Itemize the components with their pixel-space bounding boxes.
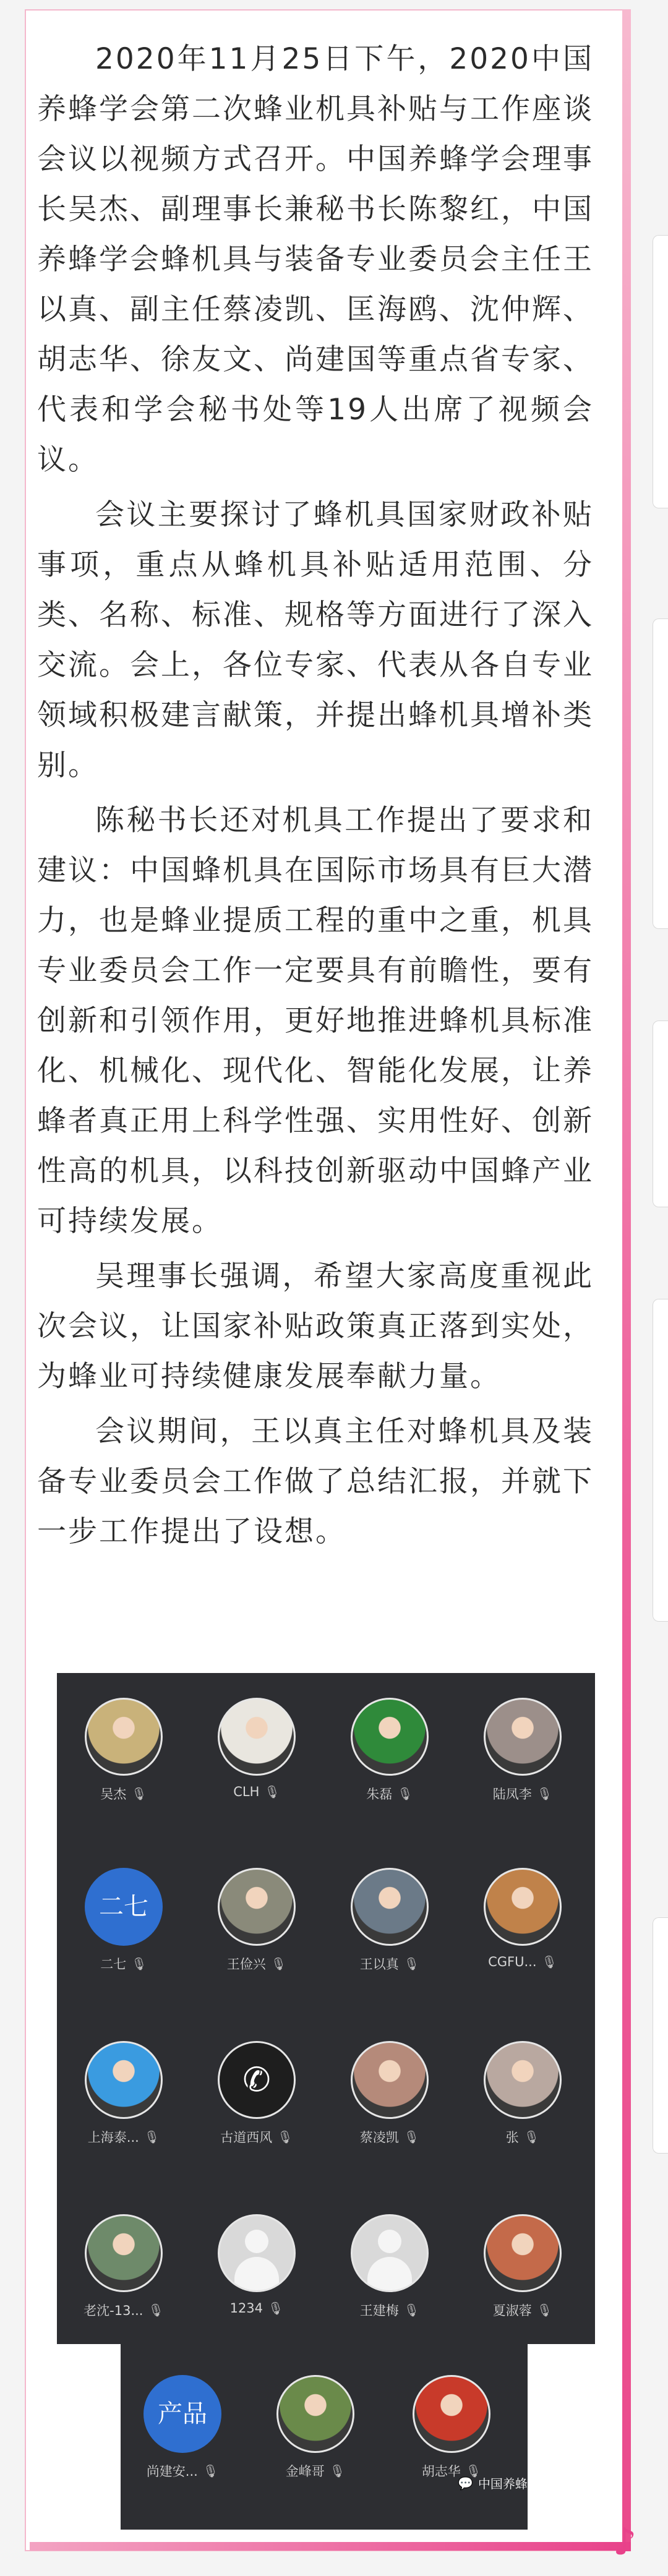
participant-tile[interactable] bbox=[328, 1698, 452, 1846]
article-paragraph: 2020年11月25日下午，2020中国养蜂学会第二次蜂业机具补贴与工作座谈会议以视频方式召开。中国养蜂学会理事长吴杰、副理事长兼秘书长陈黎红，中国养蜂学会蜂机具与装备专业委员会主任王以真、副主任蔡凌凯、匡海鸥、沈仲辉、胡志华、徐友文、尚建国等重点省专家、代表和学会秘书处等19人出席了视频会议。 bbox=[37, 42, 594, 477]
participant-avatar bbox=[218, 1698, 296, 1776]
microphone-icon: 🎙 bbox=[541, 1954, 557, 1969]
music-note-icon: ♪ bbox=[612, 2520, 637, 2564]
participant-name-row bbox=[254, 2462, 377, 2480]
article-paragraph: 吴理事长强调，希望大家高度重视此次会议，让国家补贴政策真正落到实处，为蜂业可持续健康发展奉献力量。 bbox=[37, 1259, 594, 1393]
phone-icon: ✆ bbox=[218, 2041, 296, 2119]
participant-avatar bbox=[85, 2214, 163, 2292]
participant-avatar bbox=[85, 2041, 163, 2119]
microphone-icon: 🎙 bbox=[465, 2463, 482, 2478]
participant-tile[interactable] bbox=[62, 1868, 186, 2016]
participant-name: CGFU... bbox=[488, 1954, 537, 1969]
microphone-icon: 🎙 bbox=[148, 2303, 164, 2317]
participant-tile[interactable] bbox=[62, 1698, 186, 1846]
participant-tile[interactable] bbox=[328, 2214, 452, 2363]
microphone-icon: 🎙 bbox=[403, 1956, 420, 1971]
microphone-icon: 🎙 bbox=[536, 2303, 553, 2317]
participant-avatar-text: 二七 bbox=[85, 1868, 163, 1946]
participant-name: 朱磊 bbox=[366, 1787, 393, 1802]
microphone-icon: 🎙 bbox=[277, 2129, 293, 2144]
participant-name-row bbox=[62, 1784, 186, 1803]
microphone-icon: 🎙 bbox=[403, 2303, 420, 2317]
participant-name: 吴杰 bbox=[100, 1787, 127, 1802]
decorative-bottom-border bbox=[30, 2542, 631, 2551]
default-person-icon bbox=[218, 2214, 296, 2292]
participant-tile[interactable] bbox=[461, 2041, 584, 2189]
participant-name: CLH bbox=[233, 1784, 260, 1799]
participant-tile[interactable] bbox=[328, 1868, 452, 2016]
participant-tile[interactable] bbox=[254, 2375, 377, 2523]
participant-name-row bbox=[195, 2128, 319, 2146]
participant-name-row bbox=[328, 1784, 452, 1803]
microphone-icon: 🎙 bbox=[143, 2129, 160, 2144]
participant-tile[interactable] bbox=[195, 1868, 319, 2016]
participant-tile[interactable] bbox=[121, 2375, 244, 2523]
participant-name: 古道西风 bbox=[220, 2130, 273, 2145]
participant-tile[interactable] bbox=[328, 2041, 452, 2189]
microphone-icon: 🎙 bbox=[131, 1786, 147, 1801]
participant-name: 张 bbox=[505, 2130, 519, 2145]
microphone-icon: 🎙 bbox=[270, 1956, 287, 1971]
participant-tile[interactable] bbox=[461, 2214, 584, 2363]
participant-name-row bbox=[121, 2462, 244, 2480]
participant-tile[interactable] bbox=[461, 1698, 584, 1846]
participant-avatar bbox=[351, 1698, 429, 1776]
participant-name: 金峰哥 bbox=[285, 2464, 325, 2479]
participant-tile[interactable] bbox=[195, 2214, 319, 2363]
participant-tile[interactable] bbox=[62, 2214, 186, 2363]
participant-name-row bbox=[195, 1954, 319, 1973]
participant-name: 老沈-13... bbox=[84, 2303, 143, 2318]
participant-name-row bbox=[461, 2301, 584, 2319]
participant-avatar bbox=[413, 2375, 490, 2453]
side-card-edge bbox=[653, 1917, 668, 2154]
participant-name-row bbox=[461, 1954, 584, 1969]
watermark-text: 中国养蜂学会 bbox=[477, 2476, 552, 2491]
participant-name: 王以真 bbox=[359, 1957, 399, 1972]
participant-tile[interactable] bbox=[195, 1698, 319, 1846]
participant-name-row bbox=[62, 2301, 186, 2319]
participant-name: 尚建安... bbox=[146, 2464, 198, 2479]
participant-name: 上海泰... bbox=[87, 2130, 139, 2145]
participant-avatar-text: 产品 bbox=[143, 2375, 221, 2453]
article-paragraph: 会议期间，王以真主任对蜂机具及装备专业委员会工作做了总结汇报，并就下一步工作提出了设想。 bbox=[37, 1414, 594, 1549]
microphone-icon: 🎙 bbox=[397, 1786, 413, 1801]
participant-name: 1234 bbox=[229, 2301, 263, 2316]
participant-name: 蔡凌凯 bbox=[359, 2130, 399, 2145]
side-card-edge bbox=[653, 235, 668, 508]
participant-name-row bbox=[328, 2128, 452, 2146]
default-person-icon bbox=[351, 2214, 429, 2292]
article-paragraph: 陈秘书长还对机具工作提出了要求和建议：中国蜂机具在国际市场具有巨大潜力，也是蜂业提质工程的重中之重，机具专业委员会工作一定要具有前瞻性，要有创新和引领作用，更好地推进蜂机具标准化、机械化、现代化、智能化发展，让养蜂者真正用上科学性强、实用性好、创新性高的机具，以科技创新驱动中国蜂产业可持续发展。 bbox=[37, 803, 594, 1238]
participant-name-row bbox=[328, 2301, 452, 2319]
participant-tile[interactable] bbox=[62, 2041, 186, 2189]
participant-tile[interactable] bbox=[195, 2041, 319, 2189]
participant-name: 王俭兴 bbox=[226, 1957, 266, 1972]
microphone-icon: 🎙 bbox=[268, 2301, 284, 2316]
article-paragraph: 会议主要探讨了蜂机具国家财政补贴事项，重点从蜂机具补贴适用范围、分类、名称、标准、规格等方面进行了深入交流。会上，各位专家、代表从各自专业领域积极建言献策，并提出蜂机具增补类别。 bbox=[37, 498, 594, 782]
article-body bbox=[37, 34, 594, 1562]
participant-name: 陆凤李 bbox=[492, 1787, 532, 1802]
microphone-icon: 🎙 bbox=[403, 2129, 420, 2144]
decorative-right-border bbox=[622, 9, 631, 2551]
microphone-icon: 🎙 bbox=[131, 1956, 147, 1971]
wechat-icon: 💬 bbox=[458, 2475, 473, 2491]
watermark bbox=[458, 2474, 552, 2492]
participant-name-row bbox=[461, 1784, 584, 1803]
side-card-edge bbox=[653, 618, 668, 929]
microphone-icon: 🎙 bbox=[523, 2129, 540, 2144]
participant-name: 二七 bbox=[100, 1957, 127, 1972]
participant-name: 胡志华 bbox=[421, 2464, 461, 2479]
participant-name-row bbox=[195, 2301, 319, 2316]
participant-avatar bbox=[276, 2375, 354, 2453]
participant-avatar bbox=[351, 2041, 429, 2119]
participant-avatar bbox=[484, 1868, 562, 1946]
microphone-icon: 🎙 bbox=[536, 1786, 553, 1801]
side-card-edge bbox=[653, 1021, 668, 1207]
participant-avatar bbox=[351, 1868, 429, 1946]
participant-name-row bbox=[62, 1954, 186, 1973]
participant-name-row bbox=[62, 2128, 186, 2146]
side-card-edge bbox=[653, 1299, 668, 1622]
participant-avatar bbox=[484, 2041, 562, 2119]
participant-tile[interactable] bbox=[461, 1868, 584, 2016]
participant-tile[interactable] bbox=[390, 2375, 513, 2523]
participant-avatar bbox=[484, 1698, 562, 1776]
participant-avatar bbox=[218, 1868, 296, 1946]
participant-name: 王建梅 bbox=[359, 2303, 399, 2318]
participant-name: 夏淑蓉 bbox=[492, 2303, 532, 2318]
microphone-icon: 🎙 bbox=[264, 1784, 280, 1799]
microphone-icon: 🎙 bbox=[202, 2463, 219, 2478]
microphone-icon: 🎙 bbox=[329, 2463, 346, 2478]
participant-name-row bbox=[195, 1784, 319, 1799]
participant-name-row bbox=[461, 2128, 584, 2146]
participant-avatar bbox=[484, 2214, 562, 2292]
participant-avatar bbox=[85, 1698, 163, 1776]
participant-name-row bbox=[328, 1954, 452, 1973]
